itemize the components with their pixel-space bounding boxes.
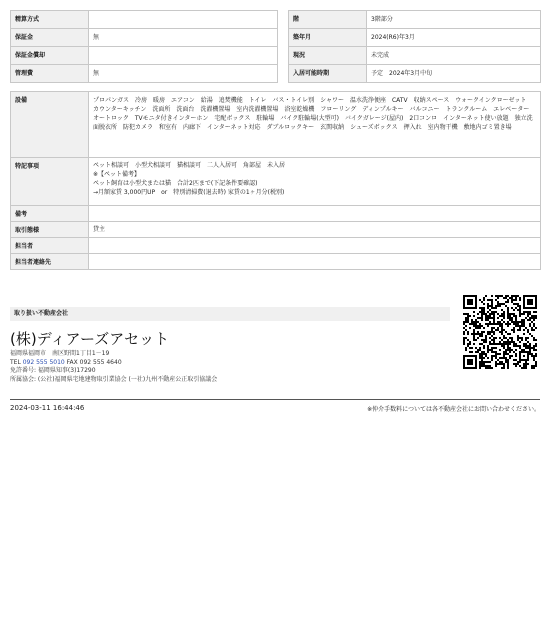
company-name: (株)ディアーズアセット (10, 330, 170, 348)
torihiki-value: 貸主 (89, 222, 541, 238)
summary-row (11, 65, 541, 83)
qr-code-icon (463, 295, 537, 369)
column-gap (278, 29, 289, 47)
facilities-row (11, 92, 541, 158)
summary-value (89, 47, 278, 65)
tel-prefix: TEL (10, 358, 23, 366)
agent-section-header: 取り扱い不動産会社 (10, 307, 450, 321)
tantou-row (11, 238, 541, 254)
torihiki-label: 取引態様 (11, 222, 89, 238)
summary-label: 現況 (289, 47, 367, 65)
agent-license: 免許番号: 福岡県知事(3)17290 (10, 367, 96, 374)
remarks-label: 備考 (11, 206, 89, 222)
agent-details (10, 350, 217, 384)
tantou-label: 担当者 (11, 238, 89, 254)
tantou-contact-label: 担当者連絡先 (11, 254, 89, 270)
special-line: ※【ペット備考】 (93, 171, 141, 178)
agent-phone-line (10, 359, 217, 368)
column-gap (278, 65, 289, 83)
summary-row (11, 29, 541, 47)
summary-label: 入居可能時期 (289, 65, 367, 83)
special-label: 特記事項 (11, 158, 89, 206)
phone-link[interactable]: 092 555 5010 (22, 358, 65, 366)
summary-label: 管理費 (11, 65, 89, 83)
tantou-contact-value (89, 254, 541, 270)
summary-value: 無 (89, 29, 278, 47)
tantou-contact-row (11, 254, 541, 270)
tantou-value (89, 238, 541, 254)
agent-association: 所属協会: (公社)福岡県宅地建物取引業協会 (一社)九州不動産公正取引協議会 (10, 375, 218, 383)
summary-value (89, 11, 278, 29)
print-timestamp: 2024-03-11 16:44:46 (10, 404, 85, 412)
summary-value: 未完成 (367, 47, 541, 65)
special-line: →月額家賃 3,000円UP or 特別清掃費(退去時) 家賃の1ヶ月分(税別) (93, 189, 285, 196)
summary-label: 築年月 (289, 29, 367, 47)
details-table (10, 91, 541, 270)
property-sheet (10, 10, 540, 413)
column-gap (278, 47, 289, 65)
summary-label: 階 (289, 11, 367, 29)
summary-label: 精算方式 (11, 11, 89, 29)
property-summary-table (10, 10, 541, 83)
summary-label: 保証金償却 (11, 47, 89, 65)
remarks-row (11, 206, 541, 222)
summary-row (11, 11, 541, 29)
commission-note: ※仲介手数料については各不動産会社にお問い合わせください。 (367, 406, 540, 413)
special-line: ペット相談可 小型犬相談可 猫相談可 二人入居可 角部屋 未入居 (93, 162, 286, 169)
remarks-value (89, 206, 541, 222)
facilities-value: プロパンガス 冷房 暖房 エアコン 給湯 追焚機能 トイレ バス・トイレ別 シャワー 温水洗浄便座 CATV 収納スペース ウォークインクローゼット カウンターキッチン 洗面所 洗面台 洗濯機置場 室内洗濯機置場 浴室乾燥機 フローリング ディンプルキー バルコニー トランクルーム エレベーター オートロック TVモニタ付きインターホン 宅配ボックス 駐輪場 バイク駐輪場(大型可) バイクガレージ(屋内) 2口コンロ インターネット使い放題 独立洗面脱衣所 防犯カメラ 和室有 内廊下 インターネット対応 ダブルロックキー 玄関収納 シューズボックス 押入れ 室内物干機 敷地内ゴミ置き場 (89, 92, 541, 158)
agent-address: 福岡県福岡市 南区野間1丁目1－19 (10, 350, 110, 357)
fax-text: FAX 092 555 4640 (64, 358, 122, 366)
torihiki-row (11, 222, 541, 238)
summary-value: 無 (89, 65, 278, 83)
summary-value: 3階部分 (367, 11, 541, 29)
facilities-label: 設備 (11, 92, 89, 158)
summary-label: 保証金 (11, 29, 89, 47)
summary-value: 予定 2024年3月中旬 (367, 65, 541, 83)
column-gap (278, 11, 289, 29)
summary-row (11, 47, 541, 65)
special-row (11, 158, 541, 206)
special-value (89, 158, 541, 206)
summary-value: 2024(R6)年3月 (367, 29, 541, 47)
special-line: ペット飼育は小型犬または猫 合計2匹まで(下記条件要確認) (93, 180, 258, 187)
footer-divider (10, 399, 540, 400)
